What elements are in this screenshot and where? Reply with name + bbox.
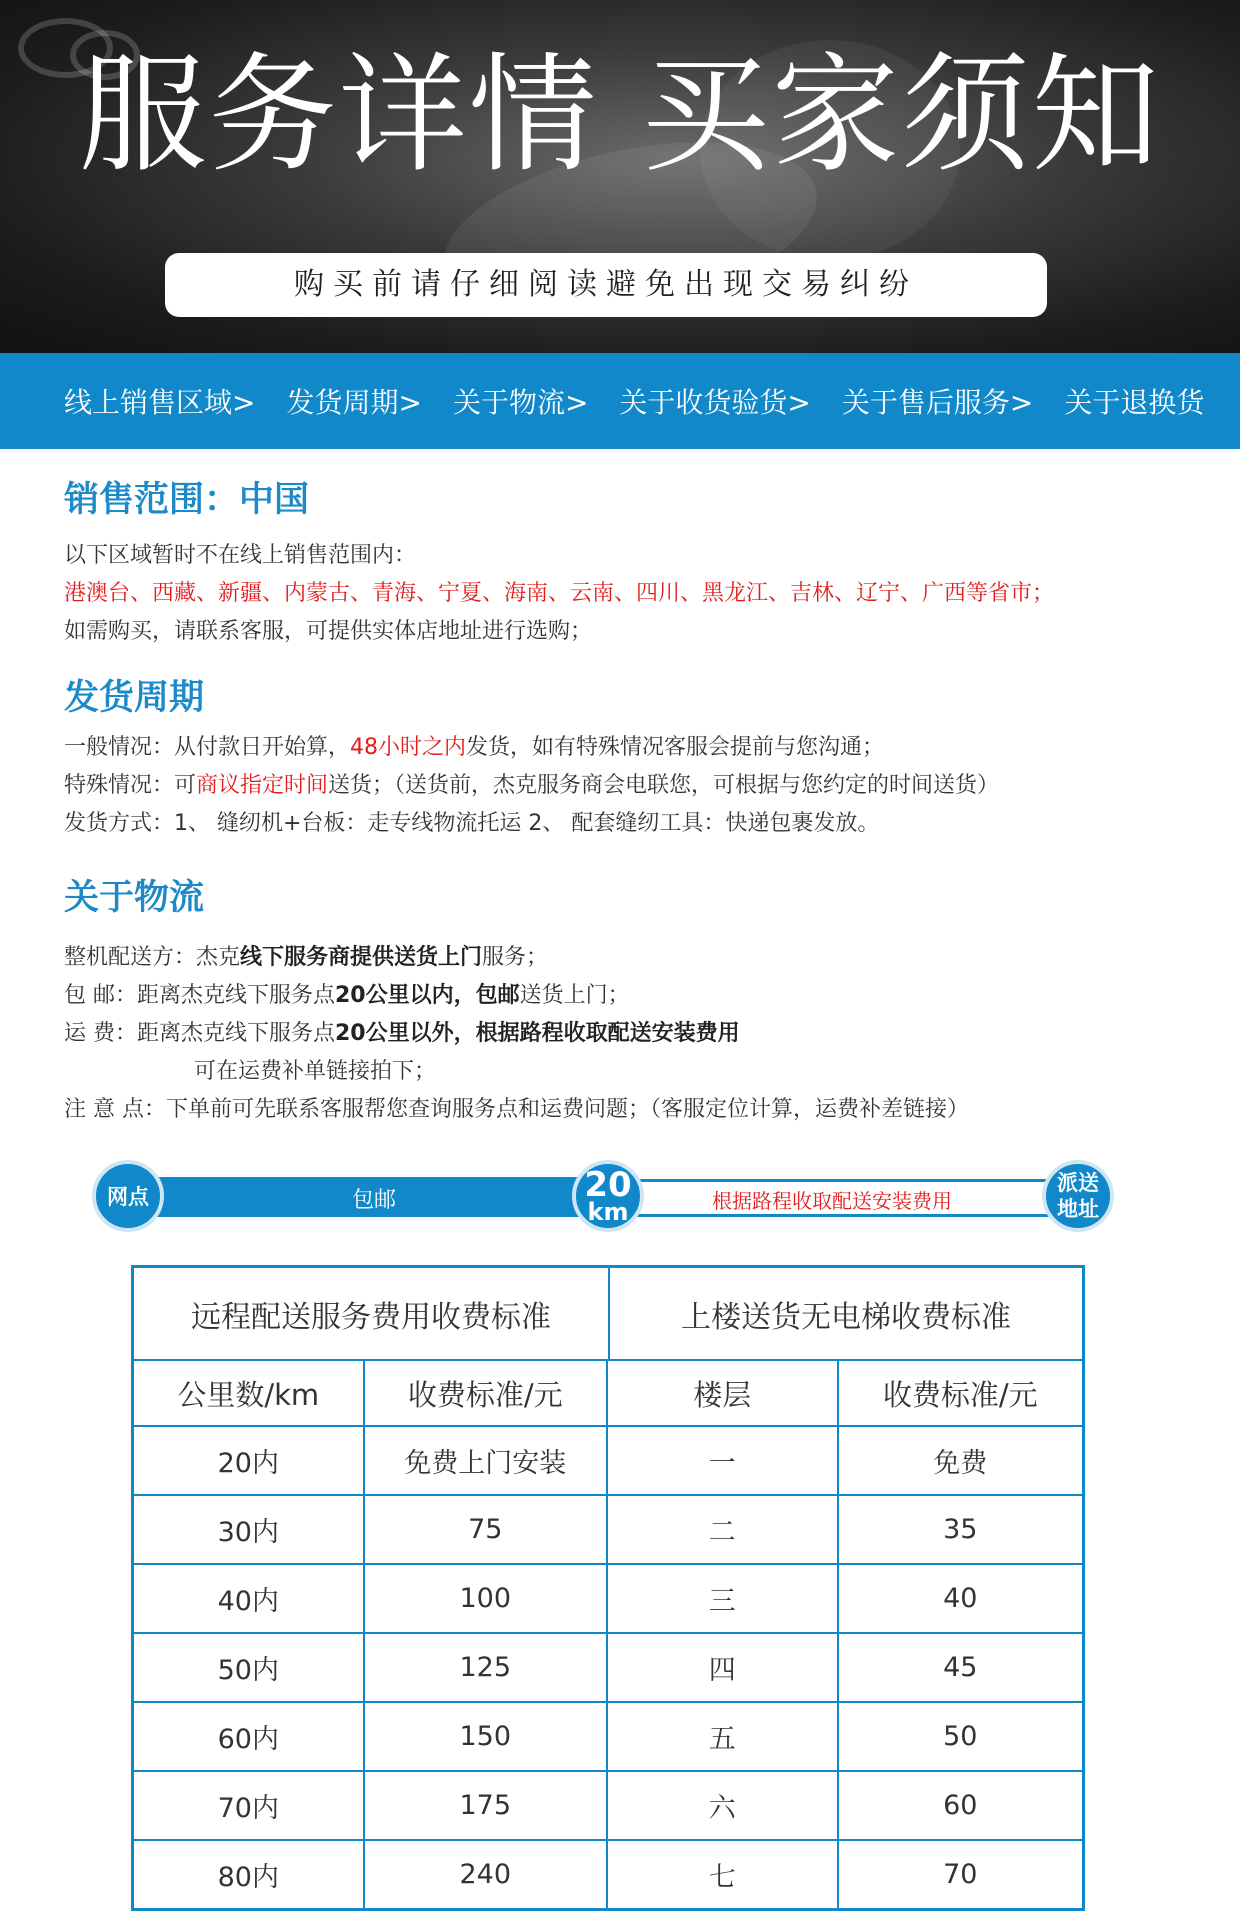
- logistics-provider-text: [64, 939, 1184, 977]
- fee-cell: 免费上门安装: [363, 1427, 606, 1494]
- page-title: 服务详情 买家须知: [78, 41, 1162, 190]
- free-shipping-text: [64, 977, 1184, 1015]
- main-content: [64, 475, 1184, 1129]
- contact-service-text: 如需购买，请联系客服，可提供实体店地址进行选购；: [64, 619, 593, 644]
- shipping-48h-highlight: 48小时之内: [350, 735, 467, 760]
- nav-item-shipping-cycle[interactable]: 发货周期>: [286, 386, 422, 419]
- table-header-row: [134, 1359, 1082, 1425]
- delivery-address-label-2: 地址: [1057, 1197, 1099, 1221]
- km-cell: 70内: [217, 1793, 279, 1824]
- fee-cell: 240: [363, 1841, 606, 1908]
- shipping-special-rest: 送货；（送货前，杰克服务商会电联您，可根据与您约定的时间送货）: [328, 773, 1000, 798]
- fee-tables: [131, 1265, 1085, 1911]
- floor-fee-cell: 35: [837, 1496, 1082, 1563]
- free-zone-label: 包邮: [352, 1188, 397, 1213]
- shipping-fee-label: 运 费：距离杰克线下服务点: [64, 1021, 335, 1046]
- logistics-provider-rest: 服务；: [482, 945, 549, 970]
- fee-cell: 175: [363, 1772, 606, 1839]
- floor-fee-cell: 50: [837, 1703, 1082, 1770]
- excluded-regions-text: 港澳台、西藏、新疆、内蒙古、青海、宁夏、海南、云南、四川、黑龙江、吉林、辽宁、广西等省市；: [64, 581, 1055, 606]
- floor-fee-cell: 60: [837, 1772, 1082, 1839]
- page-subtitle: 购买前请仔细阅读避免出现交易纠纷: [165, 253, 1047, 317]
- floor-fee-cell: 45: [837, 1634, 1082, 1701]
- shipping-fee-text: [64, 1015, 1184, 1053]
- km-cell: 80内: [217, 1862, 279, 1893]
- km-cell: 30内: [217, 1517, 279, 1548]
- free-shipping-highlight: 20公里以内，包邮: [335, 983, 520, 1008]
- shipping-fee-link-text: 可在运费补单链接拍下；: [194, 1059, 437, 1084]
- logistics-provider-label: 整机配送方：杰克: [64, 945, 241, 970]
- floor-cell: 二: [606, 1496, 837, 1563]
- column-header-floor-fee: 收费标准/元: [837, 1361, 1082, 1425]
- floor-cell: 七: [606, 1841, 837, 1908]
- column-header-floor: 楼层: [606, 1361, 837, 1425]
- shipping-special-highlight: 商议指定时间: [196, 773, 329, 798]
- section-nav: [0, 353, 1240, 449]
- shipping-general-rest: 发货，如有特殊情况客服会提前与您沟通；: [466, 735, 885, 760]
- shipping-special-text: [64, 767, 1184, 805]
- distance-unit: km: [587, 1198, 629, 1226]
- free-shipping-label: 包 邮：距离杰克线下服务点: [64, 983, 335, 1008]
- floor-fee-cell: 免费: [837, 1427, 1082, 1494]
- service-point-label: 网点: [107, 1185, 149, 1209]
- delivery-address-marker: [1042, 1160, 1114, 1232]
- floor-cell: 三: [606, 1565, 837, 1632]
- sales-section: [64, 475, 1184, 651]
- free-shipping-rest: 送货上门；: [519, 983, 630, 1008]
- floor-cell: 四: [606, 1634, 837, 1701]
- table-row: [134, 1563, 1082, 1632]
- shipping-general-label: 一般情况：从付款日开始算，: [64, 735, 351, 760]
- distance-number: 20: [584, 1165, 632, 1205]
- notice-text: 注 意 点：下单前可先联系客服帮您查询服务点和运费问题；（客服定位计算，运费补差链接）: [64, 1097, 969, 1122]
- paid-zone-label: 根据路程收取配送安装费用: [712, 1189, 952, 1213]
- shipping-special-label: 特殊情况：可: [64, 773, 197, 798]
- table-row: [134, 1701, 1082, 1770]
- shipping-fee-highlight: 20公里以外，根据路程收取配送安装费用: [335, 1021, 740, 1046]
- nav-item-logistics[interactable]: 关于物流>: [452, 386, 589, 419]
- nav-item-sales-region[interactable]: 线上销售区域>: [64, 386, 256, 419]
- floor-fee-cell: 40: [837, 1565, 1082, 1632]
- fee-cell: 100: [363, 1565, 606, 1632]
- table-row: [134, 1770, 1082, 1839]
- sales-section-title: 销售范围：中国: [64, 480, 310, 520]
- service-point-marker: [92, 1160, 164, 1232]
- column-header-km: 公里数/km: [177, 1377, 320, 1412]
- shipping-section: [64, 673, 1184, 843]
- floor-cell: 五: [606, 1703, 837, 1770]
- km-cell: 40内: [217, 1586, 279, 1617]
- remote-delivery-table-title: 远程配送服务费用收费标准: [191, 1299, 551, 1335]
- floor-cell: 六: [606, 1772, 837, 1839]
- delivery-address-label-1: 派送: [1057, 1171, 1099, 1195]
- logistics-section: [64, 873, 1184, 1129]
- fee-cell: 125: [363, 1634, 606, 1701]
- km-cell: 20内: [217, 1448, 279, 1479]
- floor-cell: 一: [606, 1427, 837, 1494]
- table-row: [134, 1632, 1082, 1701]
- km-cell: 50内: [217, 1655, 279, 1686]
- km-cell: 60内: [217, 1724, 279, 1755]
- delivery-distance-diagram: [92, 1160, 1114, 1232]
- sales-intro-text: 以下区域暂时不在线上销售范围内：: [64, 543, 417, 568]
- shipping-section-title: 发货周期: [64, 678, 205, 718]
- logistics-provider-highlight: 线下服务商提供送货上门: [240, 945, 483, 970]
- shipping-general-text: [64, 729, 1184, 767]
- hero-banner: [0, 0, 1240, 353]
- nav-item-receipt-inspection[interactable]: 关于收货验货>: [619, 386, 811, 419]
- floor-fee-cell: 70: [837, 1841, 1082, 1908]
- stairs-delivery-table-title: 上楼送货无电梯收费标准: [608, 1268, 1082, 1359]
- fee-cell: 75: [363, 1496, 606, 1563]
- table-row: [134, 1425, 1082, 1494]
- nav-item-returns[interactable]: 关于退换货: [1064, 386, 1205, 419]
- column-header-fee: 收费标准/元: [363, 1361, 606, 1425]
- logistics-section-title: 关于物流: [64, 878, 205, 918]
- table-row: [134, 1494, 1082, 1563]
- distance-marker: [572, 1160, 644, 1232]
- table-row: [134, 1839, 1082, 1908]
- shipping-method-text: 发货方式：1、 缝纫机+台板：走专线物流托运 2、 配套缝纫工具：快递包裹发放。: [64, 811, 880, 836]
- table-title-row: [134, 1268, 1082, 1359]
- fee-cell: 150: [363, 1703, 606, 1770]
- nav-item-after-sales[interactable]: 关于售后服务>: [841, 386, 1034, 419]
